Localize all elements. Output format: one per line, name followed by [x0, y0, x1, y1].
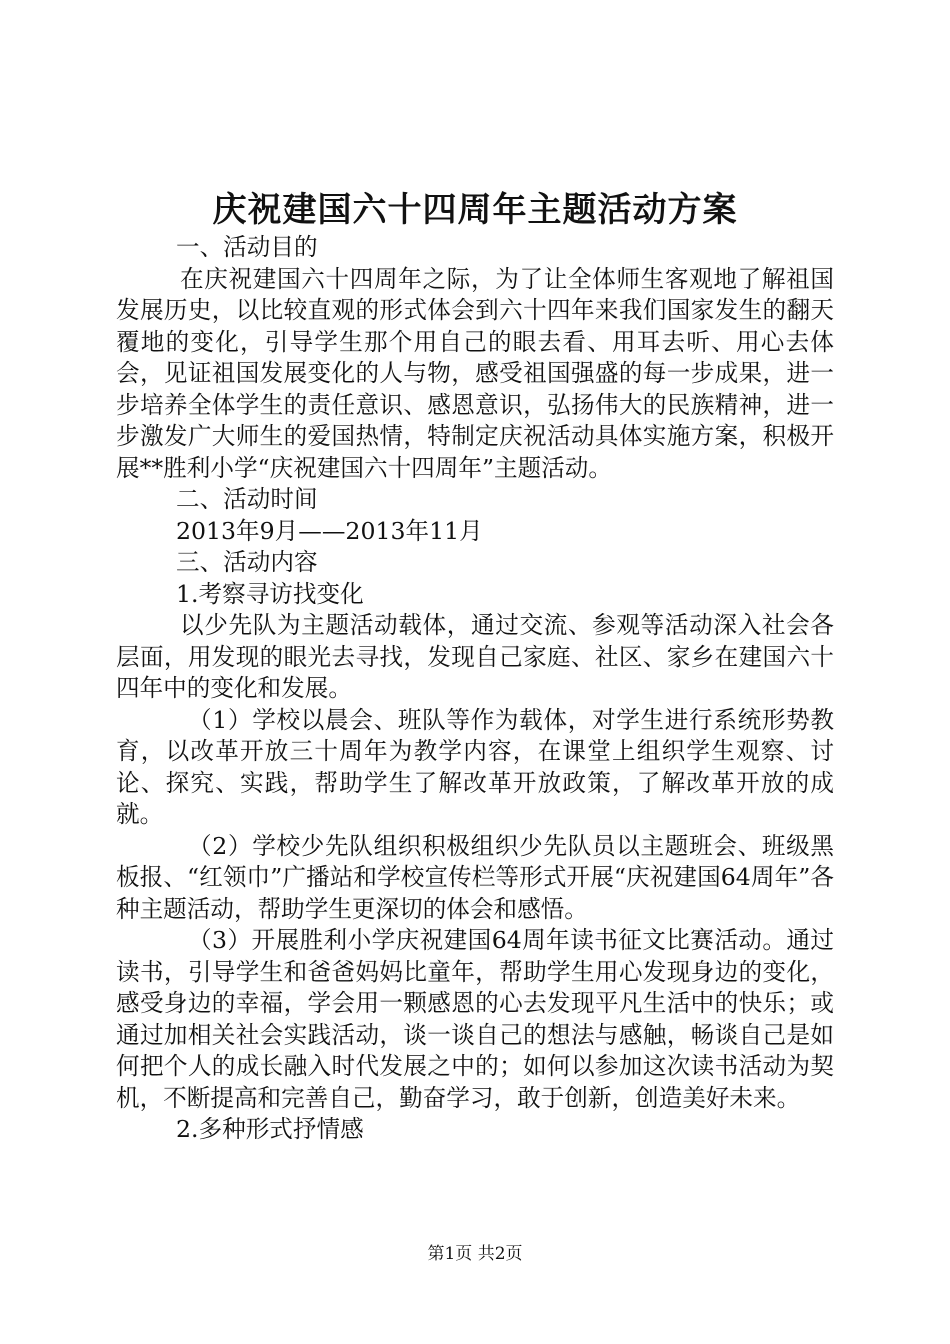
document-body: [116, 232, 834, 1146]
activity-time-text: 2013年9月——2013年11月: [176, 516, 483, 545]
section-heading-time: 二、活动时间: [176, 485, 318, 513]
item-heading-2: 2.多种形式抒情感: [176, 1115, 364, 1143]
item-1-paragraph: 以少先队为主题活动载体，通过交流、参观等活动深入社会各层面，用发现的眼光去寻找，发现自己家庭、社区、家乡在建国六十四年中的变化和发展。: [116, 611, 834, 702]
item-heading-1: 1.考察寻访找变化: [176, 579, 364, 608]
sub-item-3-paragraph: （3）开展胜利小学庆祝建国64周年读书征文比赛活动。通过读书，引导学生和爸爸妈妈比童年，帮助学生用心发现身边的变化，感受身边的幸福，学会用一颗感恩的心去发现平凡生活中的快乐；或通过加相关社会实践活动，谈一谈自己的想法与感触，畅谈自己是如何把个人的成长融入时代发展之中的；如何以参加这次读书活动为契机，不断提高和完善自己，勤奋学习，敢于创新，创造美好未来。: [116, 926, 834, 1112]
section-heading-purpose: 一、活动目的: [176, 233, 318, 261]
page-footer: 第1页 共2页: [427, 1244, 523, 1264]
sub-item-2-paragraph: （2）学校少先队组织积极组织少先队员以主题班会、班级黑板报、“红领巾”广播站和学校宣传栏等形式开展“庆祝建国64周年”各种主题活动，帮助学生更深切的体会和感悟。: [116, 831, 834, 923]
section-heading-content: 三、活动内容: [176, 548, 318, 576]
sub-item-1-paragraph: （1）学校以晨会、班队等作为载体，对学生进行系统形势教育，以改革开放三十周年为教学内容，在课堂上组织学生观察、讨论、探究、实践，帮助学生了解改革开放政策，了解改革开放的成就。: [116, 705, 834, 828]
purpose-paragraph: 在庆祝建国六十四周年之际，为了让全体师生客观地了解祖国发展历史，以比较直观的形式体会到六十四年来我们国家发生的翻天覆地的变化，引导学生那个用自己的眼去看、用耳去听、用心去体会，见证祖国发展变化的人与物，感受祖国强盛的每一步成果，进一步培养全体学生的责任意识、感恩意识，弘扬伟大的民族精神，进一步激发广大师生的爱国热情，特制定庆祝活动具体实施方案，积极开展**胜利小学“庆祝建国六十四周年”主题活动。: [116, 264, 834, 482]
document-title: 庆祝建国六十四周年主题活动方案: [212, 190, 738, 230]
